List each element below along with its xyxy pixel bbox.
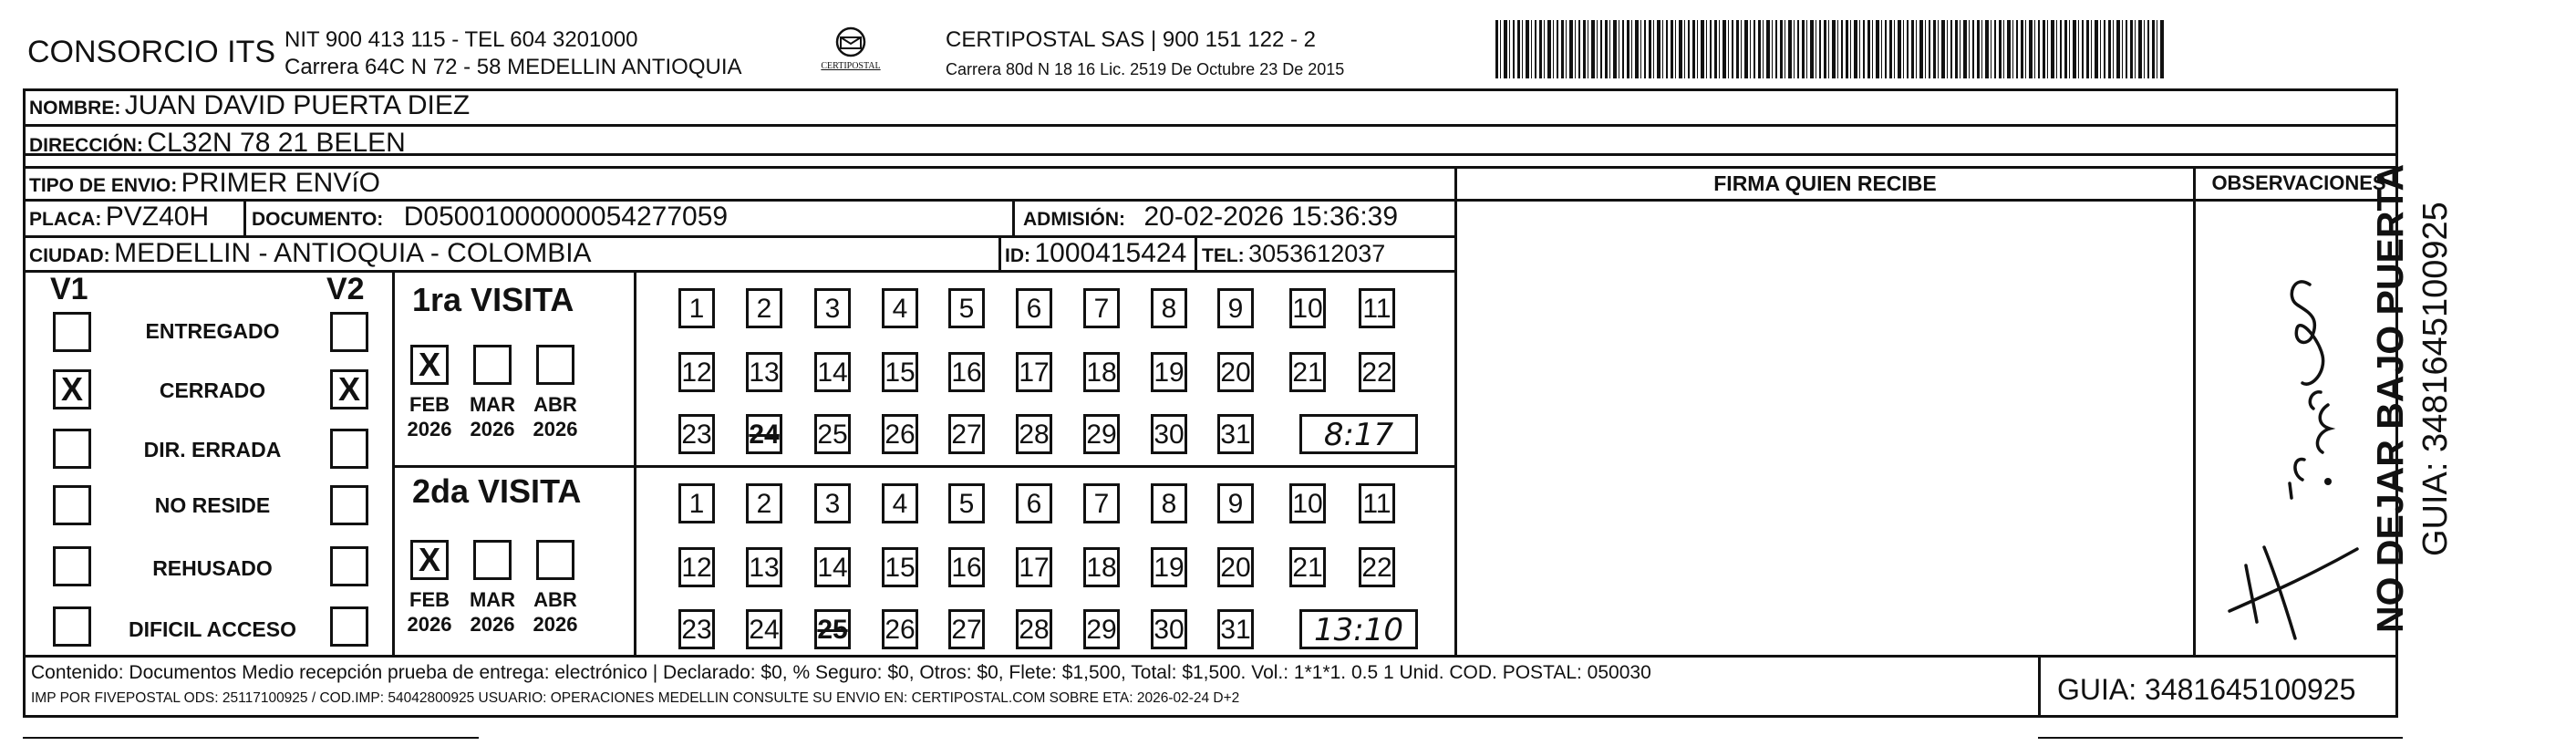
placa-row	[29, 202, 209, 233]
first-visit-month-checkbox[interactable]	[536, 345, 574, 385]
second-visit-day-box[interactable]: 19	[1151, 547, 1187, 587]
first-visit-day-box[interactable]: 5	[948, 288, 985, 328]
v1-checkbox[interactable]	[53, 546, 91, 586]
second-visit-title: 2da VISITA	[412, 472, 582, 510]
second-visit-day-box[interactable]: 9	[1217, 483, 1254, 523]
month-year: 2026	[407, 418, 452, 440]
second-visit-day-box[interactable]: 5	[948, 483, 985, 523]
second-visit-day-box[interactable]: 28	[1016, 609, 1052, 649]
first-visit-day-box[interactable]: 9	[1217, 288, 1254, 328]
nombre-value: JUAN DAVID PUERTA DIEZ	[124, 90, 471, 120]
placa-value: PVZ40H	[105, 202, 210, 232]
first-visit-day-box[interactable]: 7	[1083, 288, 1120, 328]
first-visit-day-box[interactable]: 8	[1151, 288, 1187, 328]
second-visit-time: 13:10	[1299, 609, 1418, 649]
envelope-logo-icon	[831, 26, 871, 60]
second-visit-day-box[interactable]: 29	[1083, 609, 1120, 649]
month-year: 2026	[407, 613, 452, 636]
second-visit-month-label	[528, 587, 583, 637]
v2-label: V2	[326, 272, 365, 306]
ciudad-row	[29, 238, 592, 269]
second-visit-day-box[interactable]: 12	[678, 547, 715, 587]
first-visit-month-checkbox[interactable]: X	[410, 345, 449, 385]
direccion-label: DIRECCIÓN:	[29, 135, 143, 156]
month-name: MAR	[469, 588, 516, 611]
footer-content-line: Contenido: Documentos Medio recepción prueba de entrega: electrónico | Declarado: $0, % Seguro: $0, Otros: $0, Flete: $1,500, Total: $1,500. Vol.: 1*1*1. 0.5 1 Unid. COD. POSTAL: 050030	[31, 662, 1651, 683]
second-visit-month-checkbox[interactable]	[536, 540, 574, 580]
first-visit-day-box[interactable]: 17	[1016, 352, 1052, 392]
v2-checkbox[interactable]	[330, 429, 368, 469]
ciudad-label: CIUDAD:	[29, 245, 110, 266]
status-label: CERRADO	[159, 378, 266, 402]
firma-header: FIRMA QUIEN RECIBE	[1713, 171, 1937, 195]
status-label: DIFICIL ACCESO	[128, 617, 296, 641]
status-label: REHUSADO	[152, 556, 273, 580]
footer-guia: GUIA: 3481645100925	[2057, 673, 2356, 706]
second-visit-day-box[interactable]: 1	[678, 483, 715, 523]
second-visit-day-box[interactable]: 16	[948, 547, 985, 587]
status-label: NO RESIDE	[154, 493, 271, 517]
footer-meta-line: IMP POR FIVEPOSTAL ODS: 25117100925 / COD.IMP: 54042800925 USUARIO: OPERACIONES MEDELLIN CONSULTE SU ENVIO EN: CERTIPOSTAL.COM SOBRE ETA: 2026-02-24 D+2	[31, 690, 1240, 706]
second-visit-day-box[interactable]: 27	[948, 609, 985, 649]
month-year: 2026	[533, 613, 578, 636]
month-name: FEB	[409, 588, 450, 611]
second-visit-day-box[interactable]: 20	[1217, 547, 1254, 587]
second-visit-day-box[interactable]: 26	[882, 609, 918, 649]
first-visit-day-box[interactable]: 20	[1217, 352, 1254, 392]
month-name: FEB	[409, 393, 450, 416]
side-warning: NO DEJAR BAJO PUERTA	[2369, 163, 2411, 633]
second-visit-day-box[interactable]: 25	[814, 609, 851, 649]
first-visit-day-box[interactable]: 15	[882, 352, 918, 392]
second-visit-day-box[interactable]: 14	[814, 547, 851, 587]
first-visit-title: 1ra VISITA	[412, 281, 574, 318]
first-visit-day-box[interactable]: 29	[1083, 414, 1120, 454]
first-visit-month-checkbox[interactable]	[473, 345, 512, 385]
courier-name: CERTIPOSTAL SAS | 900 151 122 - 2	[946, 27, 1316, 52]
v1-checkbox[interactable]	[53, 606, 91, 647]
tipo-label: TIPO DE ENVIO:	[29, 175, 178, 196]
side-guia: GUIA: 3481645100925	[2416, 202, 2455, 556]
first-visit-day-box[interactable]: 21	[1289, 352, 1326, 392]
second-visit-day-box[interactable]: 31	[1217, 609, 1254, 649]
first-visit-day-box[interactable]: 19	[1151, 352, 1187, 392]
first-visit-day-box[interactable]: 23	[678, 414, 715, 454]
tel-row	[1202, 240, 1385, 268]
second-visit-day-box[interactable]: 6	[1016, 483, 1052, 523]
v1-label: V1	[50, 272, 88, 306]
first-visit-day-box[interactable]: 4	[882, 288, 918, 328]
first-visit-day-box[interactable]: 25	[814, 414, 851, 454]
documento-value: D05001000000054277059	[403, 202, 729, 232]
first-visit-day-box[interactable]: 10	[1289, 288, 1326, 328]
id-row	[1005, 238, 1186, 269]
second-visit-day-box[interactable]: 11	[1359, 483, 1395, 523]
second-visit-month-label	[402, 587, 457, 637]
second-visit-day-box[interactable]: 7	[1083, 483, 1120, 523]
v1-checkbox[interactable]	[53, 485, 91, 525]
placa-label: PLACA:	[29, 209, 102, 230]
v2-checkbox[interactable]: X	[330, 369, 368, 409]
month-year: 2026	[470, 613, 515, 636]
second-visit-day-box[interactable]: 24	[746, 609, 782, 649]
second-visit-month-label	[465, 587, 520, 637]
first-visit-day-box[interactable]: 1	[678, 288, 715, 328]
nombre-label: NOMBRE:	[29, 98, 121, 119]
month-year: 2026	[470, 418, 515, 440]
second-visit-day-box[interactable]: 8	[1151, 483, 1187, 523]
first-visit-day-box[interactable]: 6	[1016, 288, 1052, 328]
second-visit-month-checkbox[interactable]	[473, 540, 512, 580]
certipostal-logo	[810, 26, 892, 82]
month-year: 2026	[533, 418, 578, 440]
nombre-row	[29, 90, 470, 121]
second-visit-day-box[interactable]: 22	[1359, 547, 1395, 587]
documento-row	[252, 202, 728, 233]
admision-label: ADMISIÓN:	[1023, 209, 1125, 230]
first-visit-day-box[interactable]: 27	[948, 414, 985, 454]
v2-checkbox[interactable]	[330, 312, 368, 352]
handwritten-signature	[2202, 210, 2394, 648]
v2-checkbox[interactable]	[330, 546, 368, 586]
observation-signature	[2202, 210, 2394, 648]
v2-checkbox[interactable]	[330, 606, 368, 647]
observaciones-header: OBSERVACIONES	[2211, 171, 2386, 194]
logo-wordmark: CERTIPOSTAL	[821, 61, 881, 71]
first-visit-day-box[interactable]: 31	[1217, 414, 1254, 454]
status-label: ENTREGADO	[145, 319, 280, 343]
first-visit-day-box[interactable]: 24	[746, 414, 782, 454]
first-visit-day-box[interactable]: 16	[948, 352, 985, 392]
barcode	[1495, 20, 2166, 78]
second-visit-day-box[interactable]: 15	[882, 547, 918, 587]
second-visit-day-box[interactable]: 10	[1289, 483, 1326, 523]
second-visit-day-box[interactable]: 18	[1083, 547, 1120, 587]
first-visit-time: 8:17	[1299, 414, 1418, 454]
v2-checkbox[interactable]	[330, 485, 368, 525]
first-visit-day-box[interactable]: 22	[1359, 352, 1395, 392]
first-visit-day-box[interactable]: 3	[814, 288, 851, 328]
first-visit-day-box[interactable]: 28	[1016, 414, 1052, 454]
company-name: CONSORCIO ITS	[27, 35, 276, 69]
second-visit-day-box[interactable]: 2	[746, 483, 782, 523]
first-visit-day-box[interactable]: 2	[746, 288, 782, 328]
tipo-row	[29, 168, 380, 199]
first-visit-day-box[interactable]: 14	[814, 352, 851, 392]
first-visit-day-box[interactable]: 18	[1083, 352, 1120, 392]
first-visit-day-box[interactable]: 13	[746, 352, 782, 392]
second-visit-day-box[interactable]: 4	[882, 483, 918, 523]
company-address: Carrera 64C N 72 - 58 MEDELLIN ANTIOQUIA	[284, 55, 742, 79]
first-visit-day-box[interactable]: 30	[1151, 414, 1187, 454]
documento-label: DOCUMENTO:	[252, 209, 384, 230]
first-visit-day-box[interactable]: 11	[1359, 288, 1395, 328]
first-visit-day-box[interactable]: 26	[882, 414, 918, 454]
second-visit-day-box[interactable]: 13	[746, 547, 782, 587]
second-visit-day-box[interactable]: 3	[814, 483, 851, 523]
month-name: MAR	[469, 393, 516, 416]
admision-value: 20-02-2026 15:36:39	[1143, 202, 1399, 232]
first-visit-month-label	[465, 392, 520, 441]
status-label: DIR. ERRADA	[143, 438, 282, 461]
id-label: ID:	[1005, 245, 1030, 266]
tipo-value: PRIMER ENVíO	[181, 168, 381, 198]
v1-checkbox[interactable]	[53, 312, 91, 352]
second-visit-month-checkbox[interactable]: X	[410, 540, 449, 580]
direccion-row	[29, 128, 406, 159]
first-visit-month-label	[528, 392, 583, 441]
second-visit-day-box[interactable]: 21	[1289, 547, 1326, 587]
admision-row	[1023, 202, 1398, 233]
tel-value: 3053612037	[1248, 240, 1386, 267]
tel-label: TEL:	[1202, 245, 1245, 266]
month-name: ABR	[533, 588, 577, 611]
courier-address: Carrera 80d N 18 16 Lic. 2519 De Octubre 23 De 2015	[946, 60, 1345, 78]
company-nit: NIT 900 413 115 - TEL 604 3201000	[284, 27, 638, 52]
first-visit-day-box[interactable]: 12	[678, 352, 715, 392]
first-visit-month-label	[402, 392, 457, 441]
month-name: ABR	[533, 393, 577, 416]
v1-checkbox[interactable]: X	[53, 369, 91, 409]
second-visit-day-box[interactable]: 23	[678, 609, 715, 649]
ciudad-value: MEDELLIN - ANTIOQUIA - COLOMBIA	[114, 238, 592, 268]
second-visit-day-box[interactable]: 30	[1151, 609, 1187, 649]
id-value: 1000415424	[1034, 238, 1187, 268]
v1-checkbox[interactable]	[53, 429, 91, 469]
direccion-value: CL32N 78 21 BELEN	[147, 128, 406, 158]
second-visit-day-box[interactable]: 17	[1016, 547, 1052, 587]
